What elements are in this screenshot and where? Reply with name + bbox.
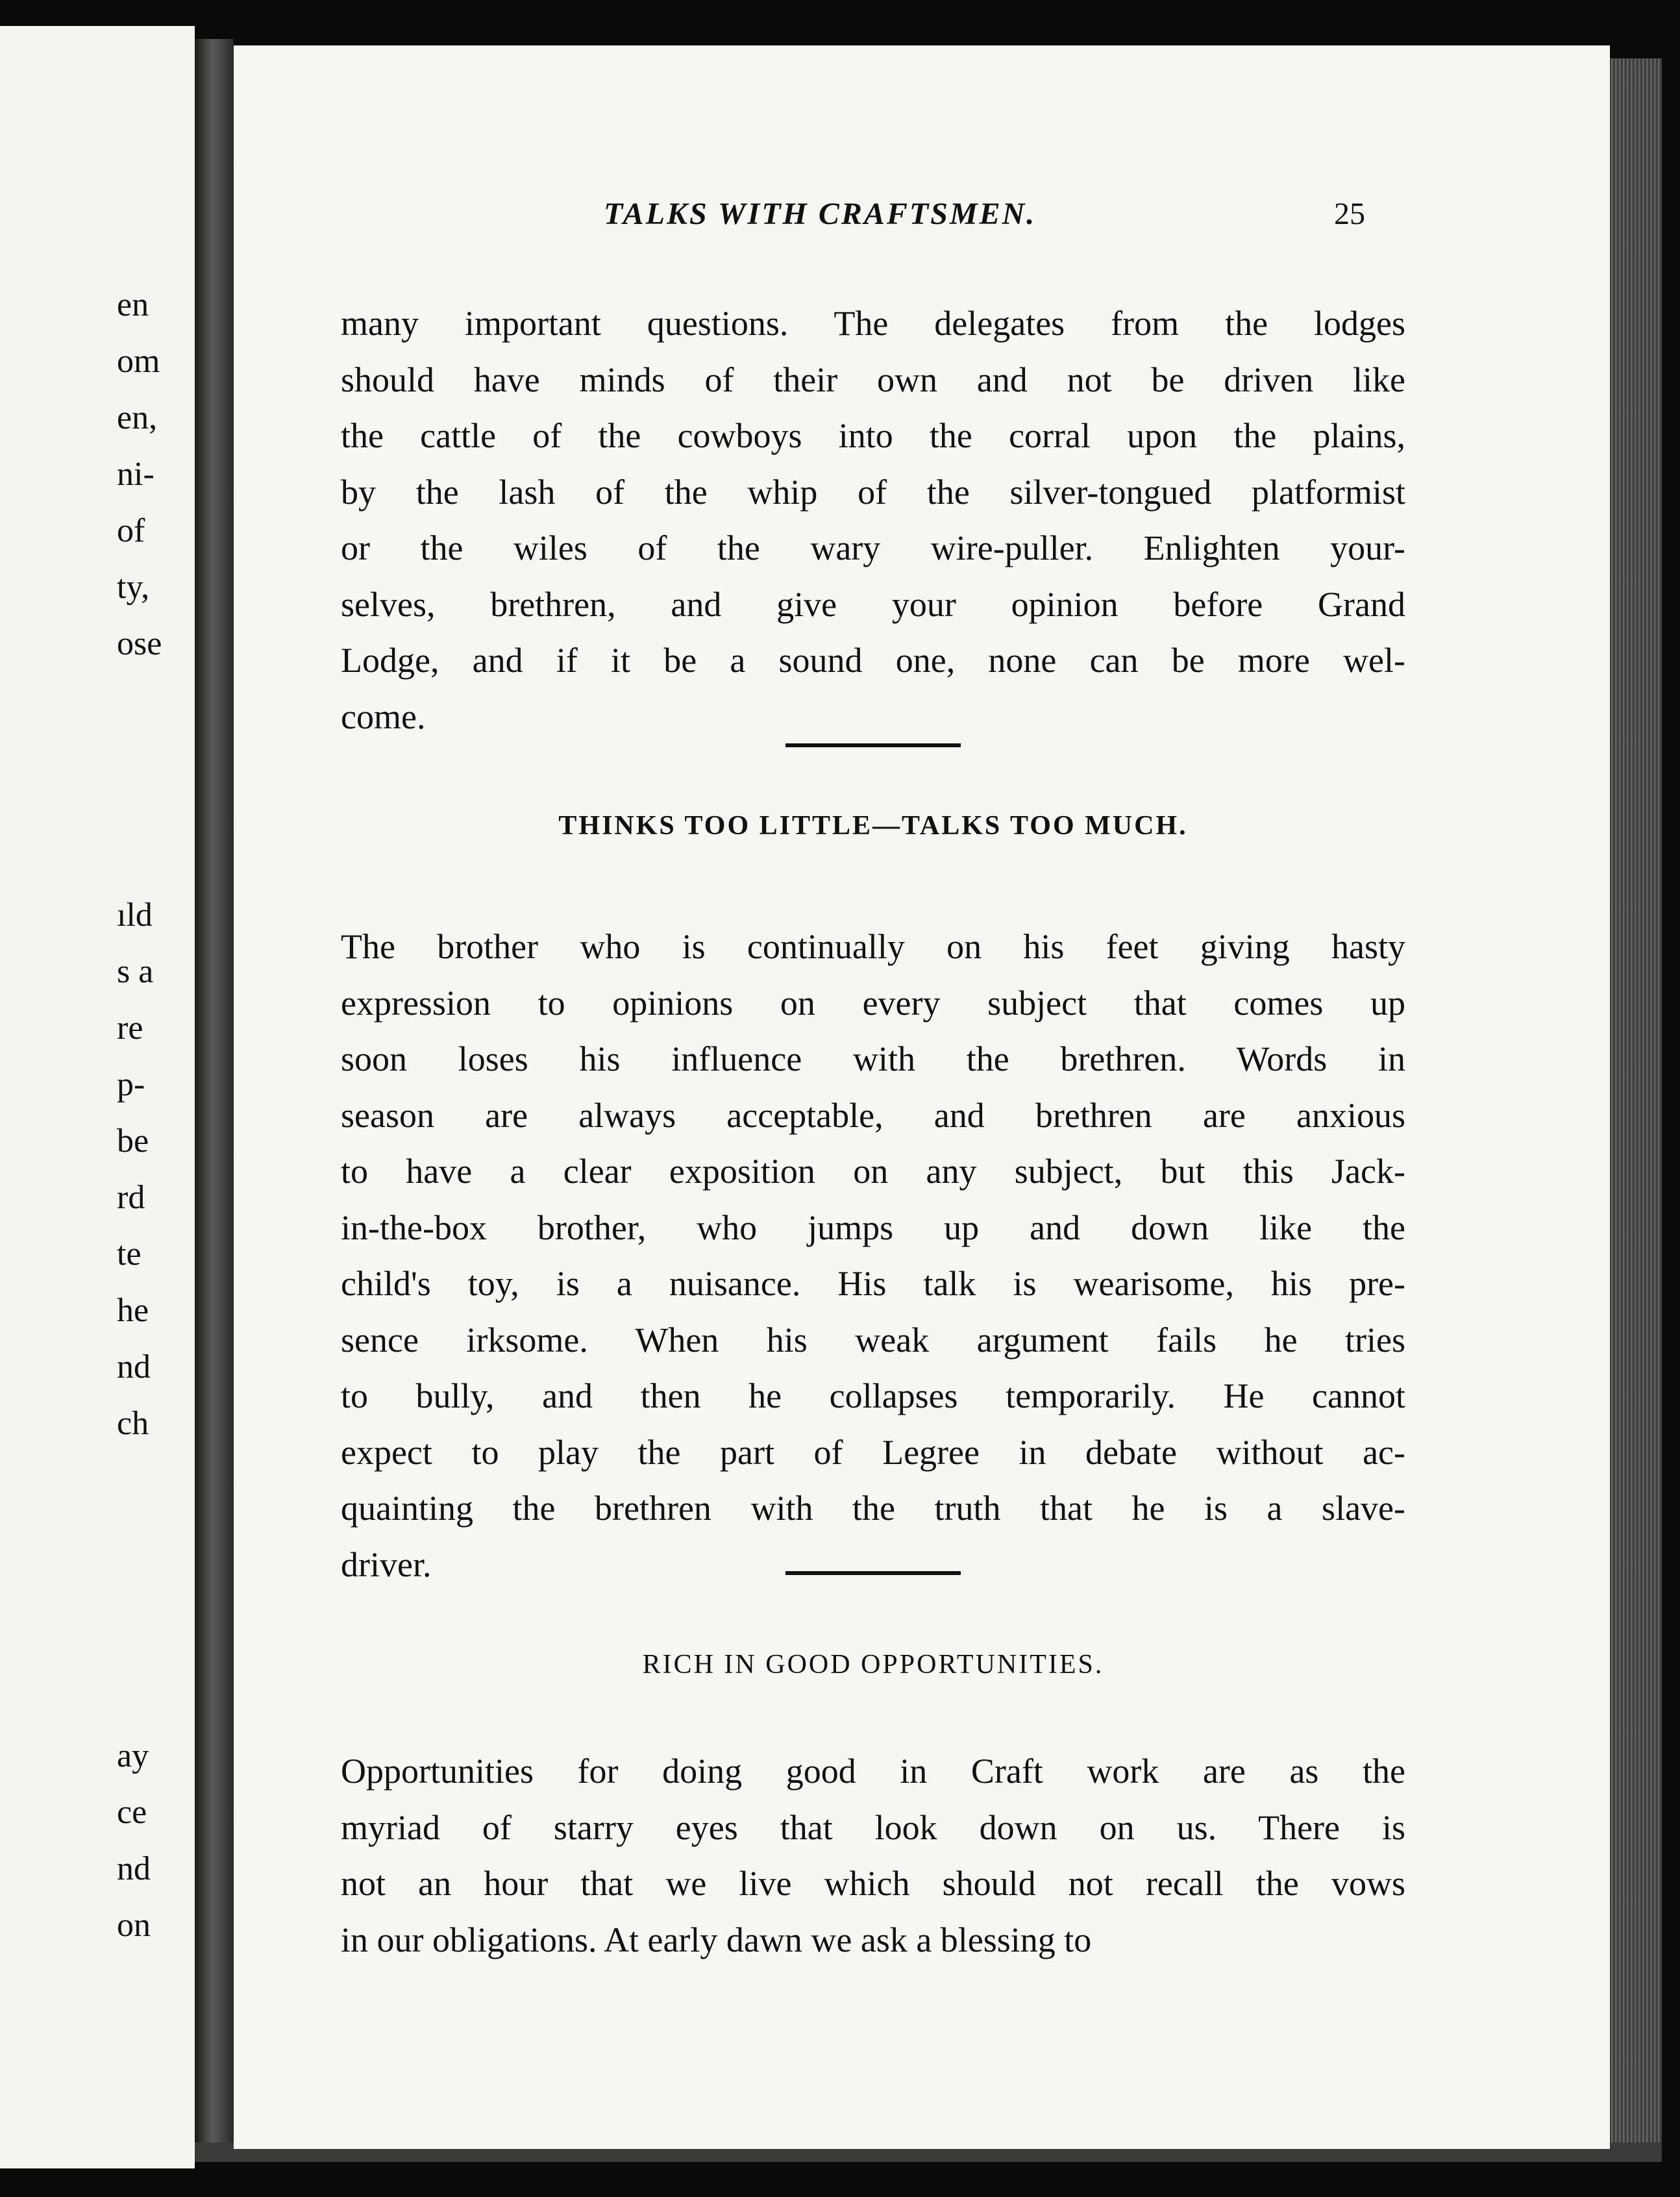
text-line: child's toy, is a nuisance. His talk is wearisome, his pre- bbox=[341, 1264, 1405, 1303]
book-gutter bbox=[195, 39, 234, 2142]
section-heading: RICH IN GOOD OPPORTUNITIES. bbox=[642, 1650, 1104, 1680]
previous-page-text-fragment: re bbox=[117, 1010, 143, 1047]
text-line: Lodge, and if it be a sound one, none can be more wel- bbox=[341, 641, 1405, 680]
text-line: not an hour that we live which should not recall the vows bbox=[341, 1864, 1405, 1903]
paragraph bbox=[341, 919, 1405, 1593]
previous-page-text-fragment: ch bbox=[117, 1405, 149, 1442]
text-line: Opportunities for doing good in Craft work are as the bbox=[341, 1752, 1405, 1791]
text-line: should have minds of their own and not be driven like bbox=[341, 360, 1405, 399]
section-heading: THINKS TOO LITTLE—TALKS TOO MUCH. bbox=[558, 811, 1188, 841]
text-line: come. bbox=[341, 697, 426, 736]
previous-page-text-fragment: te bbox=[117, 1235, 142, 1272]
section-divider bbox=[785, 1571, 961, 1575]
text-line: in our obligations. At early dawn we ask a blessing to bbox=[341, 1920, 1092, 1959]
book-page bbox=[234, 45, 1610, 2149]
previous-page-text-fragment: ay bbox=[117, 1737, 149, 1774]
previous-page-text-fragment: ose bbox=[117, 625, 162, 662]
text-line: The brother who is continually on his feet giving hasty bbox=[341, 927, 1405, 966]
text-line: selves, brethren, and give your opinion before Grand bbox=[341, 584, 1405, 624]
previous-page-text-fragment: nd bbox=[117, 1348, 151, 1385]
text-line: by the lash of the whip of the silver-tongued platformist bbox=[341, 472, 1405, 512]
text-line: in-the-box brother, who jumps up and down like the bbox=[341, 1208, 1405, 1247]
previous-page-text-fragment: ni- bbox=[117, 456, 154, 493]
page-fore-edge bbox=[1610, 58, 1662, 2142]
text-line: myriad of starry eyes that look down on us. There is bbox=[341, 1807, 1405, 1847]
text-line: to have a clear exposition on any subject, but this Jack- bbox=[341, 1152, 1405, 1191]
previous-page-text-fragment: of bbox=[117, 512, 145, 549]
previous-page-text-fragment: p- bbox=[117, 1066, 145, 1103]
text-line: quainting the brethren with the truth that he is a slave- bbox=[341, 1489, 1405, 1528]
text-line: to bully, and then he collapses temporarily. He cannot bbox=[341, 1376, 1405, 1415]
text-line: expression to opinions on every subject that comes up bbox=[341, 983, 1405, 1023]
text-line: driver. bbox=[341, 1545, 432, 1584]
previous-page-text-fragment: on bbox=[117, 1907, 151, 1944]
text-line: season are always acceptable, and brethren are anxious bbox=[341, 1095, 1405, 1135]
text-line: expect to play the part of Legree in debate without ac- bbox=[341, 1432, 1405, 1472]
previous-page-text-fragment: en, bbox=[117, 399, 158, 436]
text-line: sence irksome. When his weak argument fails he tries bbox=[341, 1320, 1405, 1359]
text-line: or the wiles of the wary wire-puller. Enlighten your- bbox=[341, 528, 1405, 567]
section-divider bbox=[785, 743, 961, 747]
previous-page-text-fragment: om bbox=[117, 343, 160, 380]
text-line: many important questions. The delegates from the lodges bbox=[341, 304, 1405, 343]
page-number: 25 bbox=[1334, 197, 1365, 231]
previous-page-text-fragment: ty, bbox=[117, 569, 150, 606]
previous-page-text-fragment: rd bbox=[117, 1179, 145, 1216]
previous-page-text-fragment: s a bbox=[117, 953, 154, 990]
previous-page-text-fragment: nd bbox=[117, 1850, 151, 1887]
running-head: TALKS WITH CRAFTSMEN. bbox=[604, 197, 1037, 231]
text-line: soon loses his influence with the brethren. Words in bbox=[341, 1039, 1405, 1078]
previous-page-strip bbox=[0, 26, 195, 2168]
paragraph bbox=[341, 1743, 1405, 1968]
previous-page-text-fragment: ıld bbox=[117, 897, 153, 934]
text-line: the cattle of the cowboys into the corral upon the plains, bbox=[341, 416, 1405, 455]
previous-page-text-fragment: en bbox=[117, 286, 149, 323]
previous-page-text-fragment: ce bbox=[117, 1794, 147, 1831]
paragraph-continued bbox=[341, 295, 1405, 745]
previous-page-text-fragment: he bbox=[117, 1292, 149, 1329]
previous-page-text-fragment: be bbox=[117, 1123, 149, 1160]
